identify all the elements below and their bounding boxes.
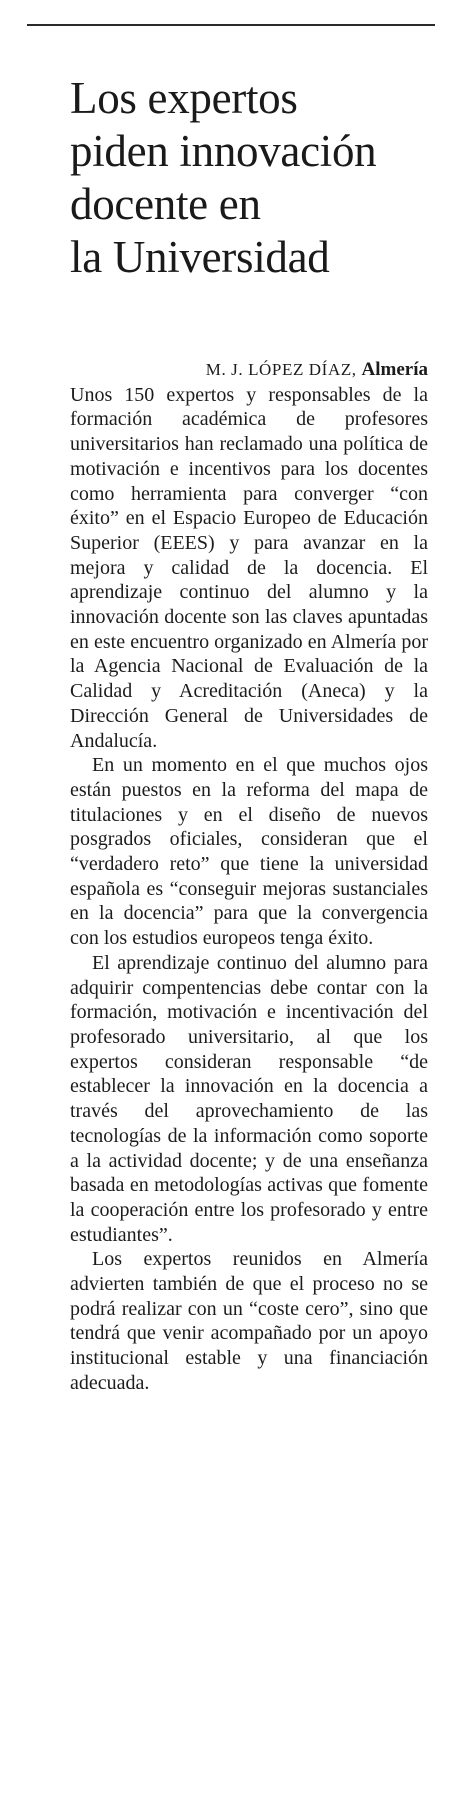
article-paragraph: En un momento en el que muchos ojos están puestos en la reforma del mapa de titulaciones y en el diseño de nuevos posgrados oficiales, consideran que el “verdadero reto” que tiene la universidad española es “conseguir mejoras sustanciales en la docencia” para que la convergencia con los estudios europeos tenga éxito.	[70, 754, 428, 950]
byline	[70, 358, 428, 383]
article-paragraph: El aprendizaje continuo del alumno para adquirir compentencias debe contar con la formación, motivación e incentivación del profesorado universitario, al que los expertos consideran responsable “de establecer la innovación en la docencia a través del aprovechamiento de las tecnologías de la información como soporte a la actividad docente; y de una enseñanza basada en metodologías activas que fomente la cooperación entre los profesorado y entre estudiantes”.	[70, 951, 428, 1246]
byline-location: Almería	[361, 359, 428, 380]
article-paragraph: Los expertos reunidos en Almería advierten también de que el proceso no se podrá realizar con un “coste cero”, sino que tendrá que venir acompañado por un apoyo institucional estable y una financiación adecuada.	[70, 1248, 428, 1394]
headline-line: piden innovación	[70, 126, 377, 176]
top-rule	[27, 24, 435, 26]
article-body	[70, 358, 428, 1396]
article-paragraph: Unos 150 expertos y responsables de la formación académica de profesores universitarios han reclamado una política de motivación e incentivos para los docentes como herramienta para converger “con éxito” en el Espacio Europeo de Educación Superior (EEES) y para avanzar en la mejora y calidad de la docencia. El aprendizaje continuo del alumno y la innovación docente son las claves apuntadas en este encuentro organizado en Almería por la Agencia Nacional de Evaluación de la Calidad y Acreditación (Aneca) y la Dirección General de Universidades de Andalucía.	[70, 383, 428, 752]
headline	[70, 72, 470, 284]
headline-line: Los expertos	[70, 73, 298, 123]
headline-line: docente en	[70, 179, 261, 229]
byline-author: M. J. LÓPEZ DÍAZ,	[205, 360, 357, 379]
headline-line: la Universidad	[70, 232, 330, 282]
